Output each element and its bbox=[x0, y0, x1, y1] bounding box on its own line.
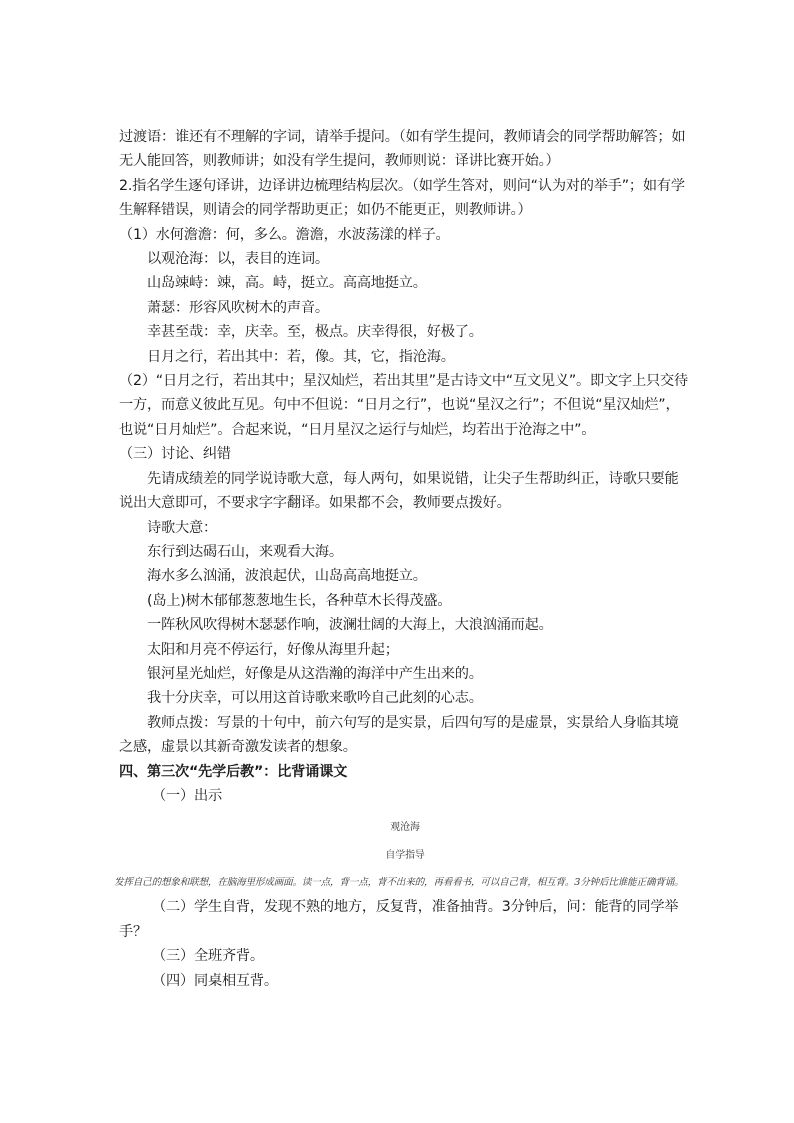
poem-meaning-line: 我十分庆幸，可以用这首诗歌来歌吟自己此刻的心志。 bbox=[147, 690, 483, 707]
discuss-paragraph: 先请成绩差的同学说诗歌大意，每人两句，如果说错，让尖子生帮助纠正，诗歌只要能说出大意即可，不要求字字翻译。如果都不会，教师要点拨好。 bbox=[119, 470, 679, 512]
poem-meaning-line: (岛上)树木郁郁葱葱地生长，各种草木长得茂盛。 bbox=[147, 592, 452, 609]
poem-title: 观沧海 bbox=[390, 822, 420, 834]
step-self-recite: （二）学生自背，发现不熟的地方，反复背，准备抽背。3分钟后，问：能背的同学举手？ bbox=[119, 899, 679, 940]
self-study-guide-text: 发挥自己的想象和联想，在脑海里形成画面。读一点，背一点，背不出来的，再看看书，可以自己背，相互背。3分钟后比谁能正确背诵。 bbox=[114, 877, 684, 889]
self-study-guide-title: 自学指导 bbox=[385, 850, 425, 862]
note-line: 山岛竦峙：竦，高。峙，挺立。高高地挺立。 bbox=[147, 275, 427, 292]
step-pair-recite: （四）同桌相互背。 bbox=[152, 972, 278, 989]
poem-meaning-line: 银河星光灿烂，好像是从这浩瀚的海洋中产生出来的。 bbox=[147, 665, 483, 682]
note-1-heading: （1）水何澹澹：何，多么。澹澹，水波荡漾的样子。 bbox=[119, 226, 450, 243]
poem-meaning-line: 东行到达碣石山，来观看大海。 bbox=[147, 543, 343, 560]
poem-meaning-line: 一阵秋风吹得树木瑟瑟作响，波澜壮阔的大海上，大浪汹涌而起。 bbox=[147, 617, 553, 634]
note-2-paragraph: （2）“日月之行，若出其中；星汉灿烂，若出其里”是古诗文中“互文见义”。即文字上只交待一方，而意义彼此互见。句中不但说：“日月之行”，也说“星汉之行”；不但说“星汉灿烂”，也说“日月灿烂”。合起来说，“日月星汉之运行与灿烂，均若出于沧海之中”。 bbox=[119, 373, 688, 438]
poem-meaning-line: 海水多么汹涌，波浪起伏，山岛高高地挺立。 bbox=[147, 568, 427, 585]
poem-meaning-heading: 诗歌大意： bbox=[147, 519, 217, 536]
note-line: 以观沧海：以，表目的连词。 bbox=[147, 251, 329, 268]
transition-paragraph: 过渡语：谁还有不理解的字词，请举手提问。（如有学生提问，教师请会的同学帮助解答；如无人能回答，则教师讲；如没有学生提问，教师则说：译讲比赛开始。） bbox=[119, 129, 686, 170]
step-show-heading: （一）出示 bbox=[152, 787, 222, 804]
document-body bbox=[114, 125, 691, 993]
teacher-guidance-paragraph: 教师点拨：写景的十句中，前六句写的是实景，后四句写的是虚景，实景给人身临其境之感，虚景以其新奇激发读者的想象。 bbox=[119, 714, 679, 756]
step-class-recite: （三）全班齐背。 bbox=[152, 948, 264, 965]
section-discuss-heading: （三）讨论、纠错 bbox=[119, 446, 231, 463]
note-line: 日月之行，若出其中：若，像。其，它，指沧海。 bbox=[147, 348, 455, 365]
poem-meaning-line: 太阳和月亮不停运行，好像从海里升起； bbox=[147, 641, 399, 658]
note-line: 萧瑟：形容风吹树木的声音。 bbox=[147, 299, 329, 316]
note-line: 幸甚至哉：幸，庆幸。至，极点。庆幸得很，好极了。 bbox=[147, 324, 483, 341]
section-four-heading: 四、第三次“先学后教”：比背诵课文 bbox=[119, 763, 348, 780]
step-2-paragraph: 2.指名学生逐句译讲，边译讲边梳理结构层次。（如学生答对，则问“认为对的举手”；如有学生解释错误，则请会的同学帮助更正；如仍不能更正，则教师讲。） bbox=[119, 177, 685, 219]
